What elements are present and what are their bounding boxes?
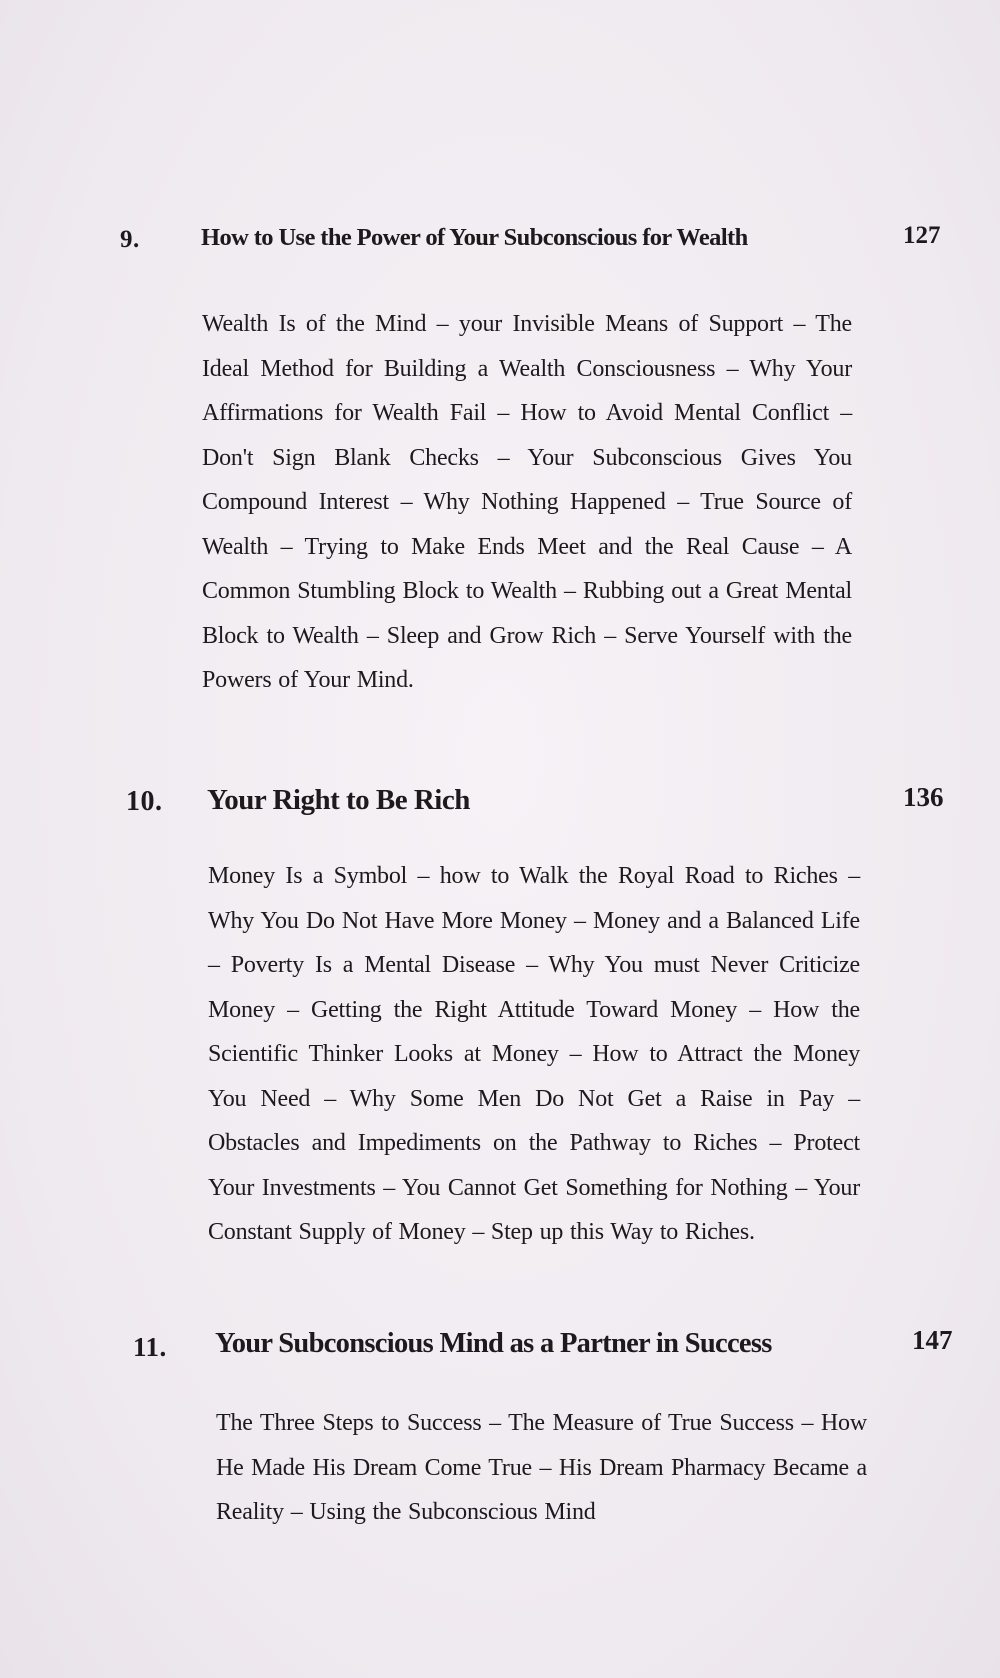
chapter-title: Your Right to Be Rich — [207, 784, 470, 816]
chapter-page-number: 127 — [903, 222, 941, 249]
chapter-title: Your Subconscious Mind as a Partner in Success — [215, 1328, 772, 1359]
toc-entry-chapter-10 — [0, 778, 1000, 1245]
chapter-number: 11. — [133, 1332, 167, 1362]
toc-entry-chapter-9 — [0, 218, 1000, 693]
chapter-number: 10. — [126, 786, 163, 817]
chapter-summary: The Three Steps to Success – The Measure of True Success – How He Made His Dream Come True – His Dream Pharmacy Became a Reality – Using the Subconscious Mind — [216, 1410, 867, 1525]
chapter-summary: Wealth Is of the Mind – your Invisible Means of Support – The Ideal Method for Building a Wealth Consciousness – Why Your Affirmations for Wealth Fail – How to Avoid Mental Conflict – Don't Sign Blank Checks – Your Subconscious Gives You Compound Interest – Why Nothing Happened – True Source of Wealth – Trying to Make Ends Meet and the Real Cause – A Common Stumbling Block to Wealth – Rubbing out a Great Mental Block to Wealth – Sleep and Grow Rich – Serve Yourself with the Powers of Your Mind. — [202, 311, 852, 693]
toc-entry-chapter-11 — [0, 1323, 1000, 1525]
chapter-heading — [0, 1323, 1000, 1363]
chapter-heading — [0, 778, 1000, 818]
chapter-page-number: 147 — [912, 1325, 953, 1355]
chapter-number: 9. — [120, 226, 140, 253]
chapter-heading — [0, 218, 1000, 258]
chapter-summary: Money Is a Symbol – how to Walk the Royal Road to Riches – Why You Do Not Have More Money – Money and a Balanced Life – Poverty Is a Mental Disease – Why You must Never Criticize Money – Getting the Right Attitude Toward Money – How the Scientific Thinker Looks at Money – How to Attract the Money You Need – Why Some Men Do Not Get a Raise in Pay – Obstacles and Impediments on the Pathway to Riches – Protect Your Investments – You Cannot Get Something for Nothing – Your Constant Supply of Money – Step up this Way to Riches. — [208, 863, 860, 1245]
chapter-page-number: 136 — [903, 782, 944, 812]
chapter-title: How to Use the Power of Your Subconscious for Wealth — [201, 224, 748, 251]
